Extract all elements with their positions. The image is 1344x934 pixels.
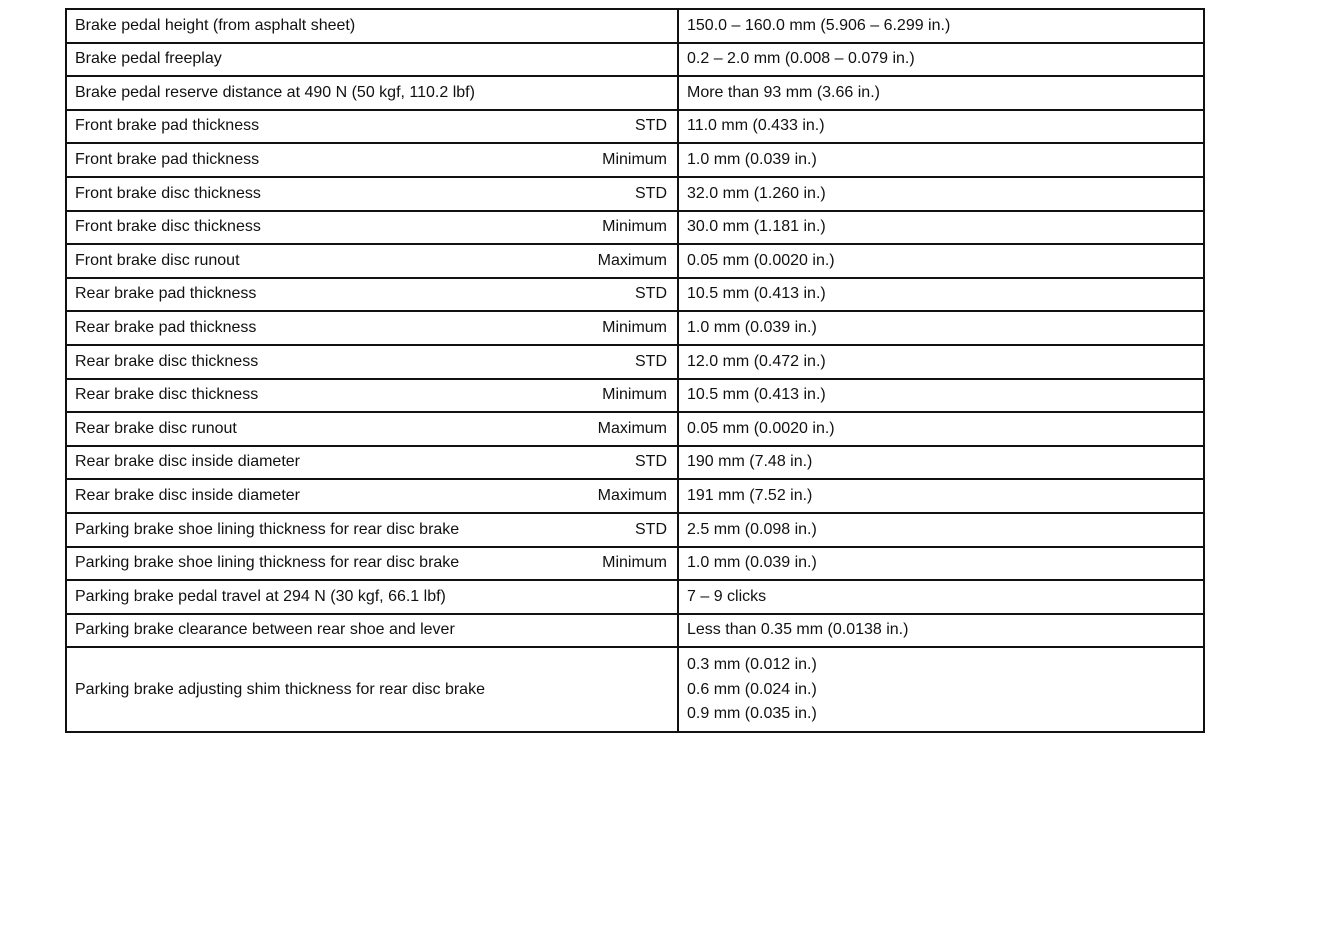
spec-item-label: Parking brake shoe lining thickness for rear disc brake (75, 520, 460, 538)
spec-item-label: Brake pedal height (from asphalt sheet) (75, 16, 356, 34)
spec-item-qualifier: Minimum (602, 386, 667, 404)
spec-value: 1.0 mm (0.039 in.) (687, 554, 817, 572)
spec-value-cell (678, 177, 1204, 211)
spec-item-cell (66, 412, 678, 446)
spec-item-cell (66, 76, 678, 110)
spec-item-wrapper (75, 420, 669, 438)
spec-value: 30.0 mm (1.181 in.) (687, 218, 826, 236)
spec-item-wrapper (75, 621, 669, 639)
spec-row (66, 177, 1204, 211)
spec-value: 0.6 mm (0.024 in.) (687, 680, 817, 698)
spec-value-cell (678, 143, 1204, 177)
spec-value-cell (678, 513, 1204, 547)
spec-row (66, 647, 1204, 732)
spec-item-qualifier: Minimum (602, 218, 667, 236)
spec-value-cell (678, 547, 1204, 581)
spec-item-label: Brake pedal reserve distance at 490 N (50 kgf, 110.2 lbf) (75, 83, 475, 101)
spec-value: 12.0 mm (0.472 in.) (687, 352, 826, 370)
spec-item-cell (66, 211, 678, 245)
spec-row (66, 76, 1204, 110)
spec-value-list (687, 656, 1195, 723)
spec-item-cell (66, 9, 678, 43)
spec-value-cell (678, 211, 1204, 245)
spec-item-wrapper (75, 252, 669, 270)
spec-value: More than 93 mm (3.66 in.) (687, 83, 880, 101)
spec-row (66, 244, 1204, 278)
spec-value: 0.05 mm (0.0020 in.) (687, 419, 835, 437)
spec-item-cell (66, 110, 678, 144)
spec-row (66, 614, 1204, 648)
spec-item-wrapper (75, 117, 669, 135)
spec-item-qualifier: STD (635, 520, 667, 538)
spec-item-label: Brake pedal freeplay (75, 50, 222, 68)
spec-value-cell (678, 311, 1204, 345)
spec-value-cell (678, 379, 1204, 413)
spec-item-wrapper (75, 521, 669, 539)
spec-item-wrapper (75, 151, 669, 169)
spec-row (66, 412, 1204, 446)
spec-item-label: Rear brake disc runout (75, 419, 237, 437)
spec-value: 190 mm (7.48 in.) (687, 453, 813, 471)
spec-item-cell (66, 647, 678, 732)
spec-value-cell (678, 76, 1204, 110)
spec-value-cell (678, 278, 1204, 312)
spec-item-qualifier: Minimum (602, 554, 667, 572)
spec-item-cell (66, 244, 678, 278)
spec-row (66, 311, 1204, 345)
spec-item-qualifier: STD (635, 184, 667, 202)
spec-row (66, 345, 1204, 379)
spec-value-cell (678, 412, 1204, 446)
spec-item-wrapper (75, 185, 669, 203)
spec-item-label: Rear brake disc thickness (75, 352, 259, 370)
spec-item-cell (66, 143, 678, 177)
spec-value-cell (678, 580, 1204, 614)
spec-item-qualifier: Maximum (597, 419, 667, 437)
spec-value-cell (678, 647, 1204, 732)
spec-item-label: Rear brake pad thickness (75, 318, 257, 336)
spec-item-cell (66, 345, 678, 379)
spec-row (66, 479, 1204, 513)
spec-value: 0.9 mm (0.035 in.) (687, 704, 817, 722)
spec-value: 1.0 mm (0.039 in.) (687, 318, 817, 336)
spec-item-wrapper (75, 487, 669, 505)
spec-item-label: Rear brake pad thickness (75, 285, 257, 303)
spec-item-wrapper (75, 218, 669, 236)
spec-row (66, 43, 1204, 77)
spec-row (66, 580, 1204, 614)
spec-item-label: Front brake disc thickness (75, 184, 261, 202)
brake-specification-table (65, 8, 1205, 733)
spec-item-cell (66, 177, 678, 211)
spec-item-label: Rear brake disc thickness (75, 386, 259, 404)
spec-value-cell (678, 446, 1204, 480)
spec-value: 1.0 mm (0.039 in.) (687, 150, 817, 168)
spec-item-label: Rear brake disc inside diameter (75, 453, 300, 471)
spec-item-wrapper (75, 17, 669, 35)
spec-value: 11.0 mm (0.433 in.) (687, 117, 825, 135)
spec-value: Less than 0.35 mm (0.0138 in.) (687, 621, 909, 639)
spec-value: 191 mm (7.52 in.) (687, 486, 813, 504)
spec-value: 2.5 mm (0.098 in.) (687, 520, 817, 538)
spec-value-cell (678, 110, 1204, 144)
spec-item-label: Parking brake adjusting shim thickness for rear disc brake (75, 680, 485, 698)
spec-value: 10.5 mm (0.413 in.) (687, 386, 826, 404)
spec-item-qualifier: STD (635, 285, 667, 303)
spec-row (66, 143, 1204, 177)
spec-item-label: Rear brake disc inside diameter (75, 486, 300, 504)
spec-item-qualifier: STD (635, 453, 667, 471)
spec-item-cell (66, 513, 678, 547)
spec-item-qualifier: Maximum (597, 251, 667, 269)
spec-item-wrapper (75, 50, 669, 68)
spec-table-body (66, 9, 1204, 732)
spec-item-cell (66, 379, 678, 413)
spec-value: 150.0 – 160.0 mm (5.906 – 6.299 in.) (687, 16, 951, 34)
spec-item-wrapper (75, 453, 669, 471)
spec-item-wrapper (75, 554, 669, 572)
spec-item-cell (66, 43, 678, 77)
spec-item-wrapper (75, 319, 669, 337)
spec-value: 7 – 9 clicks (687, 587, 767, 605)
spec-item-cell (66, 446, 678, 480)
spec-item-qualifier: Maximum (597, 486, 667, 504)
spec-item-wrapper (75, 285, 669, 303)
spec-value: 0.3 mm (0.012 in.) (687, 656, 817, 674)
spec-item-wrapper (75, 353, 669, 371)
spec-row (66, 9, 1204, 43)
spec-item-wrapper (75, 588, 669, 606)
spec-value-cell (678, 345, 1204, 379)
spec-value-cell (678, 479, 1204, 513)
spec-value: 0.05 mm (0.0020 in.) (687, 251, 835, 269)
spec-row (66, 110, 1204, 144)
spec-item-label: Front brake pad thickness (75, 117, 260, 135)
spec-row (66, 446, 1204, 480)
spec-value: 0.2 – 2.0 mm (0.008 – 0.079 in.) (687, 50, 915, 68)
spec-item-wrapper (75, 386, 669, 404)
spec-item-cell (66, 547, 678, 581)
spec-item-cell (66, 614, 678, 648)
spec-item-cell (66, 580, 678, 614)
spec-row (66, 513, 1204, 547)
spec-item-wrapper (75, 681, 669, 699)
spec-item-cell (66, 278, 678, 312)
spec-item-label: Parking brake pedal travel at 294 N (30 kgf, 66.1 lbf) (75, 587, 446, 605)
spec-row (66, 379, 1204, 413)
spec-item-qualifier: Minimum (602, 150, 667, 168)
spec-value-cell (678, 614, 1204, 648)
spec-item-label: Parking brake clearance between rear shoe and lever (75, 621, 455, 639)
spec-item-qualifier: STD (635, 352, 667, 370)
spec-row (66, 547, 1204, 581)
spec-item-wrapper (75, 84, 669, 102)
spec-row (66, 211, 1204, 245)
spec-item-qualifier: STD (635, 117, 667, 135)
spec-value-cell (678, 244, 1204, 278)
spec-item-qualifier: Minimum (602, 318, 667, 336)
spec-item-cell (66, 311, 678, 345)
spec-item-cell (66, 479, 678, 513)
spec-item-label: Front brake disc thickness (75, 218, 261, 236)
spec-value-cell (678, 9, 1204, 43)
spec-value: 32.0 mm (1.260 in.) (687, 184, 826, 202)
spec-value-cell (678, 43, 1204, 77)
spec-item-label: Front brake disc runout (75, 251, 240, 269)
spec-item-label: Parking brake shoe lining thickness for rear disc brake (75, 554, 460, 572)
spec-row (66, 278, 1204, 312)
spec-value: 10.5 mm (0.413 in.) (687, 285, 826, 303)
spec-item-label: Front brake pad thickness (75, 150, 260, 168)
